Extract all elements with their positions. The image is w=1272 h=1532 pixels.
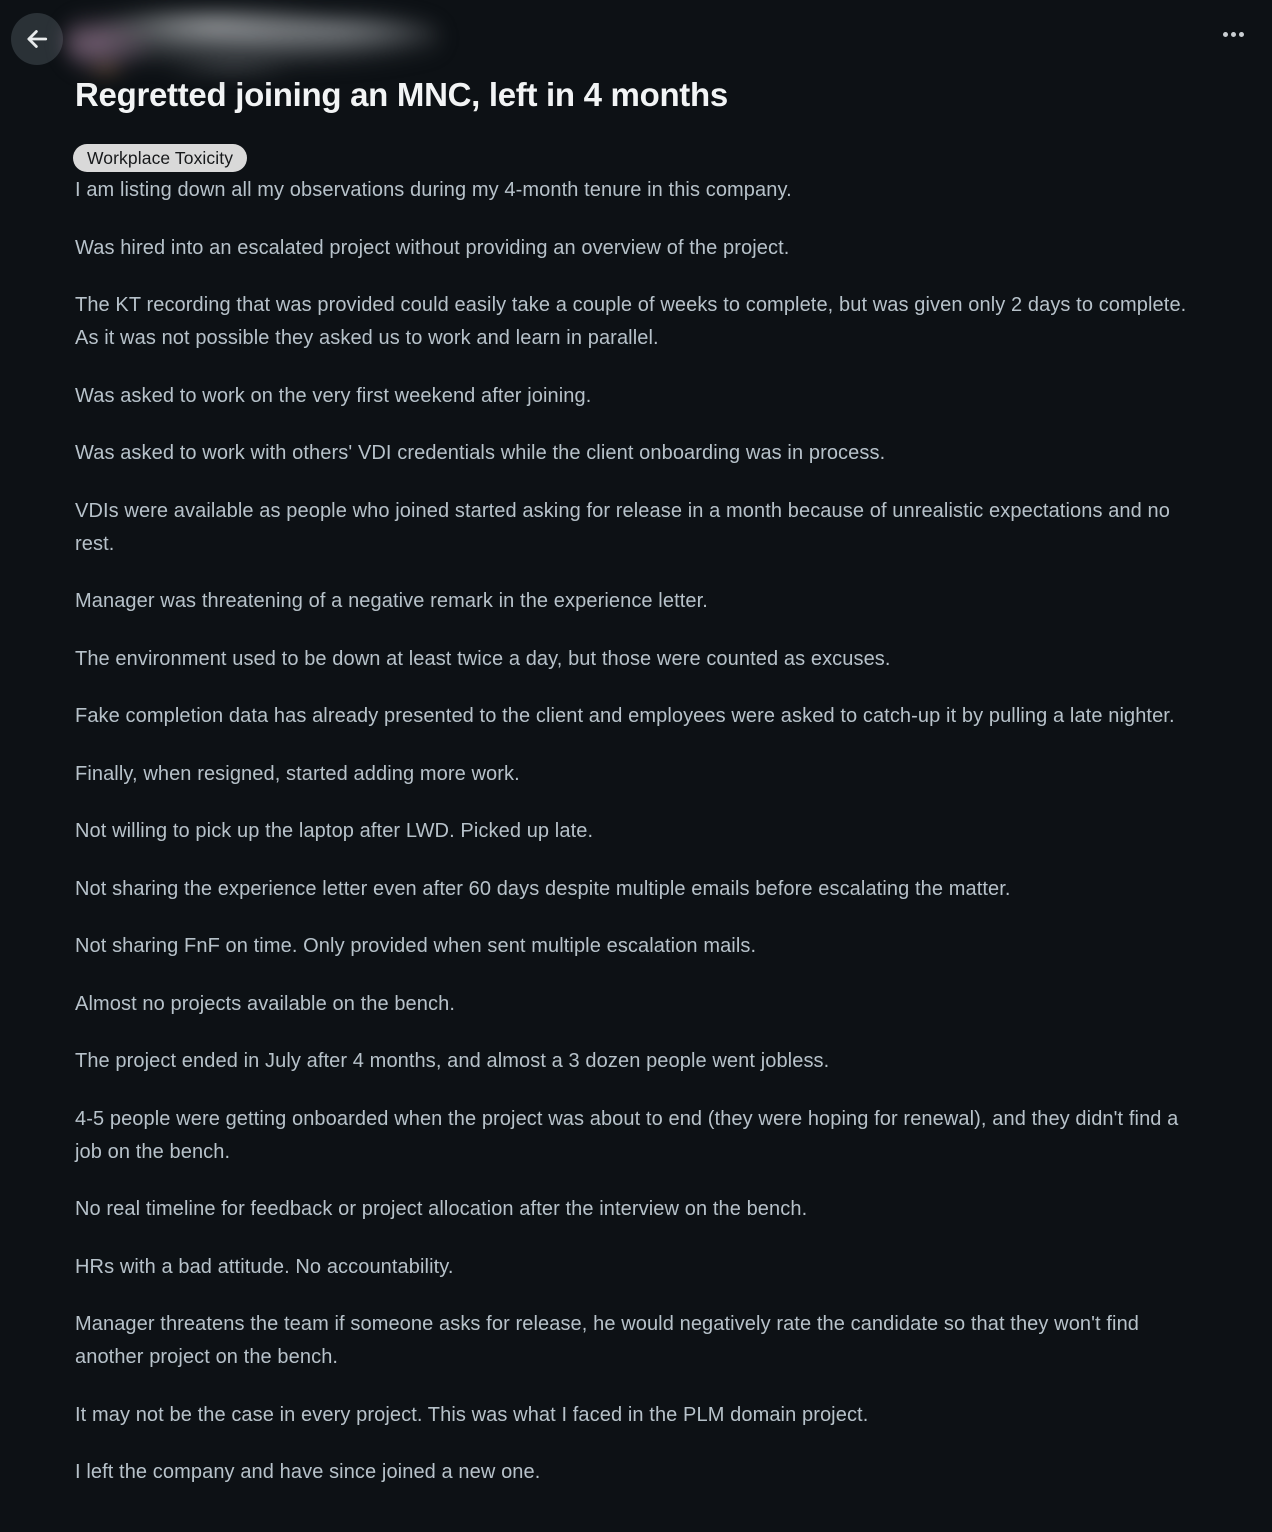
back-button[interactable]	[11, 13, 63, 65]
post-paragraph: I am listing down all my observations during my 4-month tenure in this company.	[75, 179, 792, 201]
tag-row	[73, 144, 1232, 172]
post-paragraph: Was asked to work with others' VDI credentials while the client onboarding was in process.	[75, 442, 886, 464]
post-paragraph: The environment used to be down at least twice a day, but those were counted as excuses.	[75, 647, 891, 670]
post-title: Regretted joining an MNC, left in 4 months	[75, 76, 728, 113]
post-paragraph: VDIs were available as people who joined started asking for release in a month because of unrealistic expectations and no rest.	[75, 499, 1170, 555]
top-bar	[0, 0, 1272, 66]
post-paragraph: 4-5 people were getting onboarded when the project was about to end (they were hoping for renewal), and they didn't find a job on the bench.	[75, 1107, 1179, 1163]
post-paragraph: Not willing to pick up the laptop after LWD. Picked up late.	[75, 820, 594, 842]
post-paragraph: The KT recording that was provided could easily take a couple of weeks to complete, but was given only 2 days to complete. As it was not possible they asked us to work and learn in parallel.	[75, 294, 1187, 349]
post-paragraph: Manager was threatening of a negative remark in the experience letter.	[75, 590, 708, 612]
post-body	[0, 172, 1232, 1489]
post-paragraph: Finally, when resigned, started adding more work.	[75, 762, 520, 785]
post-paragraph: Was hired into an escalated project without providing an overview of the project.	[75, 236, 790, 259]
post-paragraph: HRs with a bad attitude. No accountability.	[75, 1255, 454, 1278]
post-paragraph: The project ended in July after 4 months, and almost a 3 dozen people went jobless.	[75, 1050, 830, 1072]
post-tag-workplace-toxicity[interactable]: Workplace Toxicity	[73, 144, 247, 172]
post-paragraph: Almost no projects available on the bench.	[75, 992, 455, 1015]
post-paragraph: Was asked to work on the very first weekend after joining.	[75, 384, 592, 407]
post-paragraph: No real timeline for feedback or project allocation after the interview on the bench.	[75, 1198, 808, 1220]
post-paragraph: Not sharing the experience letter even after 60 days despite multiple emails before escalating the matter.	[75, 877, 1011, 900]
post-paragraph: I left the company and have since joined a new one.	[75, 1461, 541, 1483]
ellipsis-icon	[1223, 32, 1244, 37]
redacted-author-blur	[64, 8, 442, 74]
post-paragraph: It may not be the case in every project. This was what I faced in the PLM domain project.	[75, 1403, 869, 1426]
more-options-button[interactable]	[1221, 26, 1246, 43]
post-paragraph: Fake completion data has already presented to the client and employees were asked to catch-up it by pulling a late nighter.	[75, 705, 1175, 727]
post-paragraph: Not sharing FnF on time. Only provided when sent multiple escalation mails.	[75, 935, 757, 957]
post-paragraph: Manager threatens the team if someone asks for release, he would negatively rate the candidate so that they won't find another project on the bench.	[75, 1313, 1140, 1368]
arrow-left-icon	[22, 24, 52, 54]
